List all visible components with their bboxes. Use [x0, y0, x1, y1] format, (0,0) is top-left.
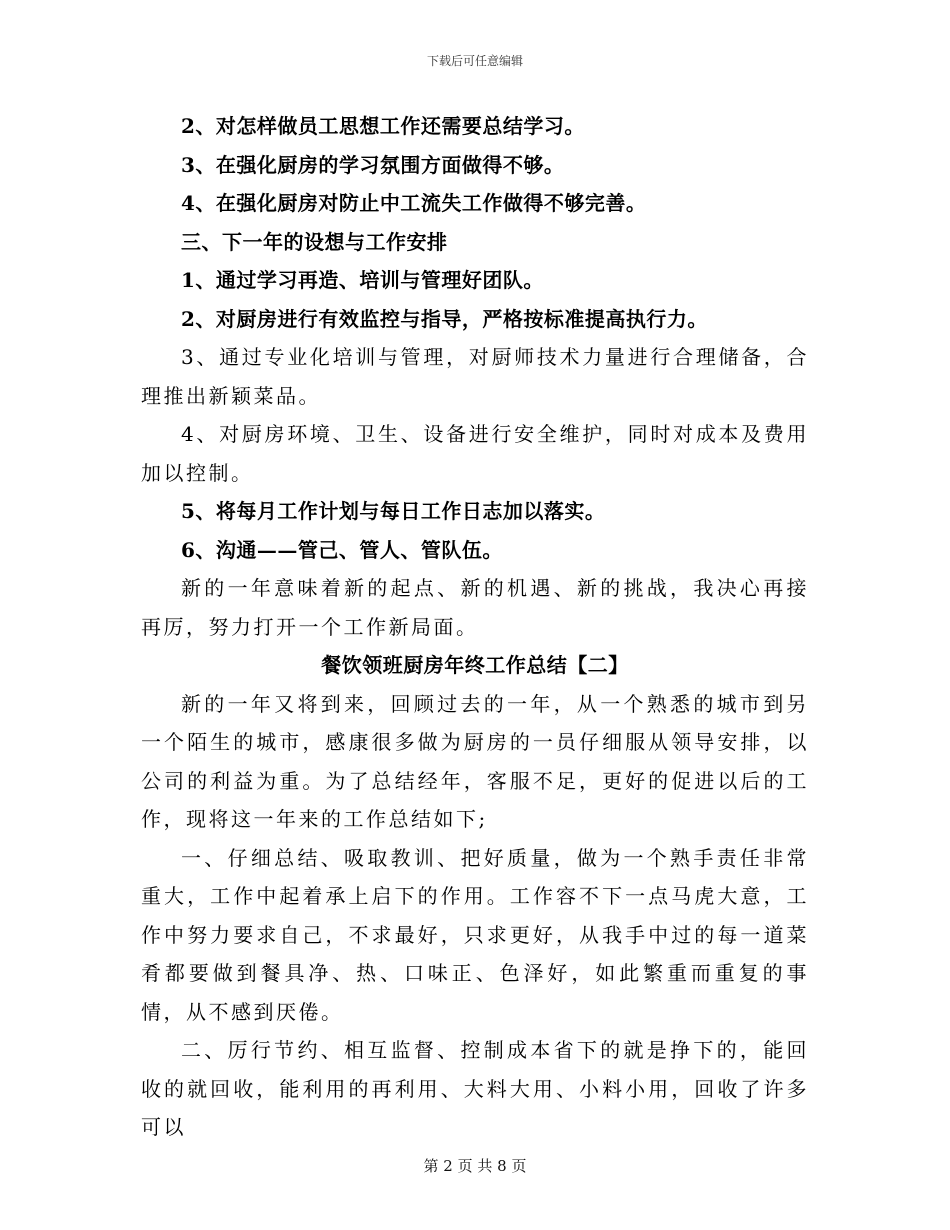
paragraph-6: 3、通过专业化培训与管理，对厨师技术力量进行合理储备，合理推出新颖菜品。	[141, 345, 809, 408]
page-footer: 第 2 页 共 8 页	[423, 1157, 527, 1175]
paragraph-12: 一、仔细总结、吸取教训、把好质量，做为一个熟手责任非常重大，工作中起着承上启下的作用。工作容不下一点马虎大意，工作中努力要求自己，不求最好，只求更好，从我手中过的每一道菜肴都要做到餐具净、热、口味正、色泽好，如此繁重而重复的事情，从不感到厌倦。	[141, 845, 809, 1024]
paragraph-7: 4、对厨房环境、卫生、设备进行安全维护，同时对成本及费用加以控制。	[141, 422, 809, 485]
document-body	[141, 107, 809, 1147]
section-heading-3: 三、下一年的设想与工作安排	[181, 229, 448, 254]
paragraph-2: 3、在强化厨房的学习氛围方面做得不够。	[181, 152, 565, 177]
paragraph-1: 2、对怎样做员工思想工作还需要总结学习。	[181, 114, 585, 138]
paragraph-9: 6、沟通——管己、管人、管队伍。	[181, 537, 503, 562]
paragraph-10: 新的一年意味着新的起点、新的机遇、新的挑战，我决心再接再厉，努力打开一个工作新局面。	[141, 576, 809, 639]
paragraph-5: 2、对厨房进行有效监控与指导，严格按标准提高执行力。	[181, 306, 708, 331]
page-header: 下载后可任意编辑	[426, 54, 523, 68]
paragraph-3: 4、在强化厨房对防止中工流失工作做得不够完善。	[181, 191, 647, 215]
paragraph-11: 新的一年又将到来，回顾过去的一年，从一个熟悉的城市到另一个陌生的城市，感康很多做为厨房的一员仔细服从领导安排，以公司的利益为重。为了总结经年，客服不足，更好的促进以后的工作，现将这一年来的工作总结如下;	[141, 691, 809, 831]
paragraph-8: 5、将每月工作计划与每日工作日志加以落实。	[181, 499, 606, 523]
paragraph-4: 1、通过学习再造、培训与管理好团队。	[181, 268, 544, 292]
paragraph-13: 二、厉行节约、相互监督、控制成本省下的就是挣下的，能回收的就回收，能利用的再利用、大料大用、小料小用，回收了许多可以	[141, 1038, 809, 1139]
section-title: 餐饮领班厨房年终工作总结【二】	[321, 653, 629, 677]
